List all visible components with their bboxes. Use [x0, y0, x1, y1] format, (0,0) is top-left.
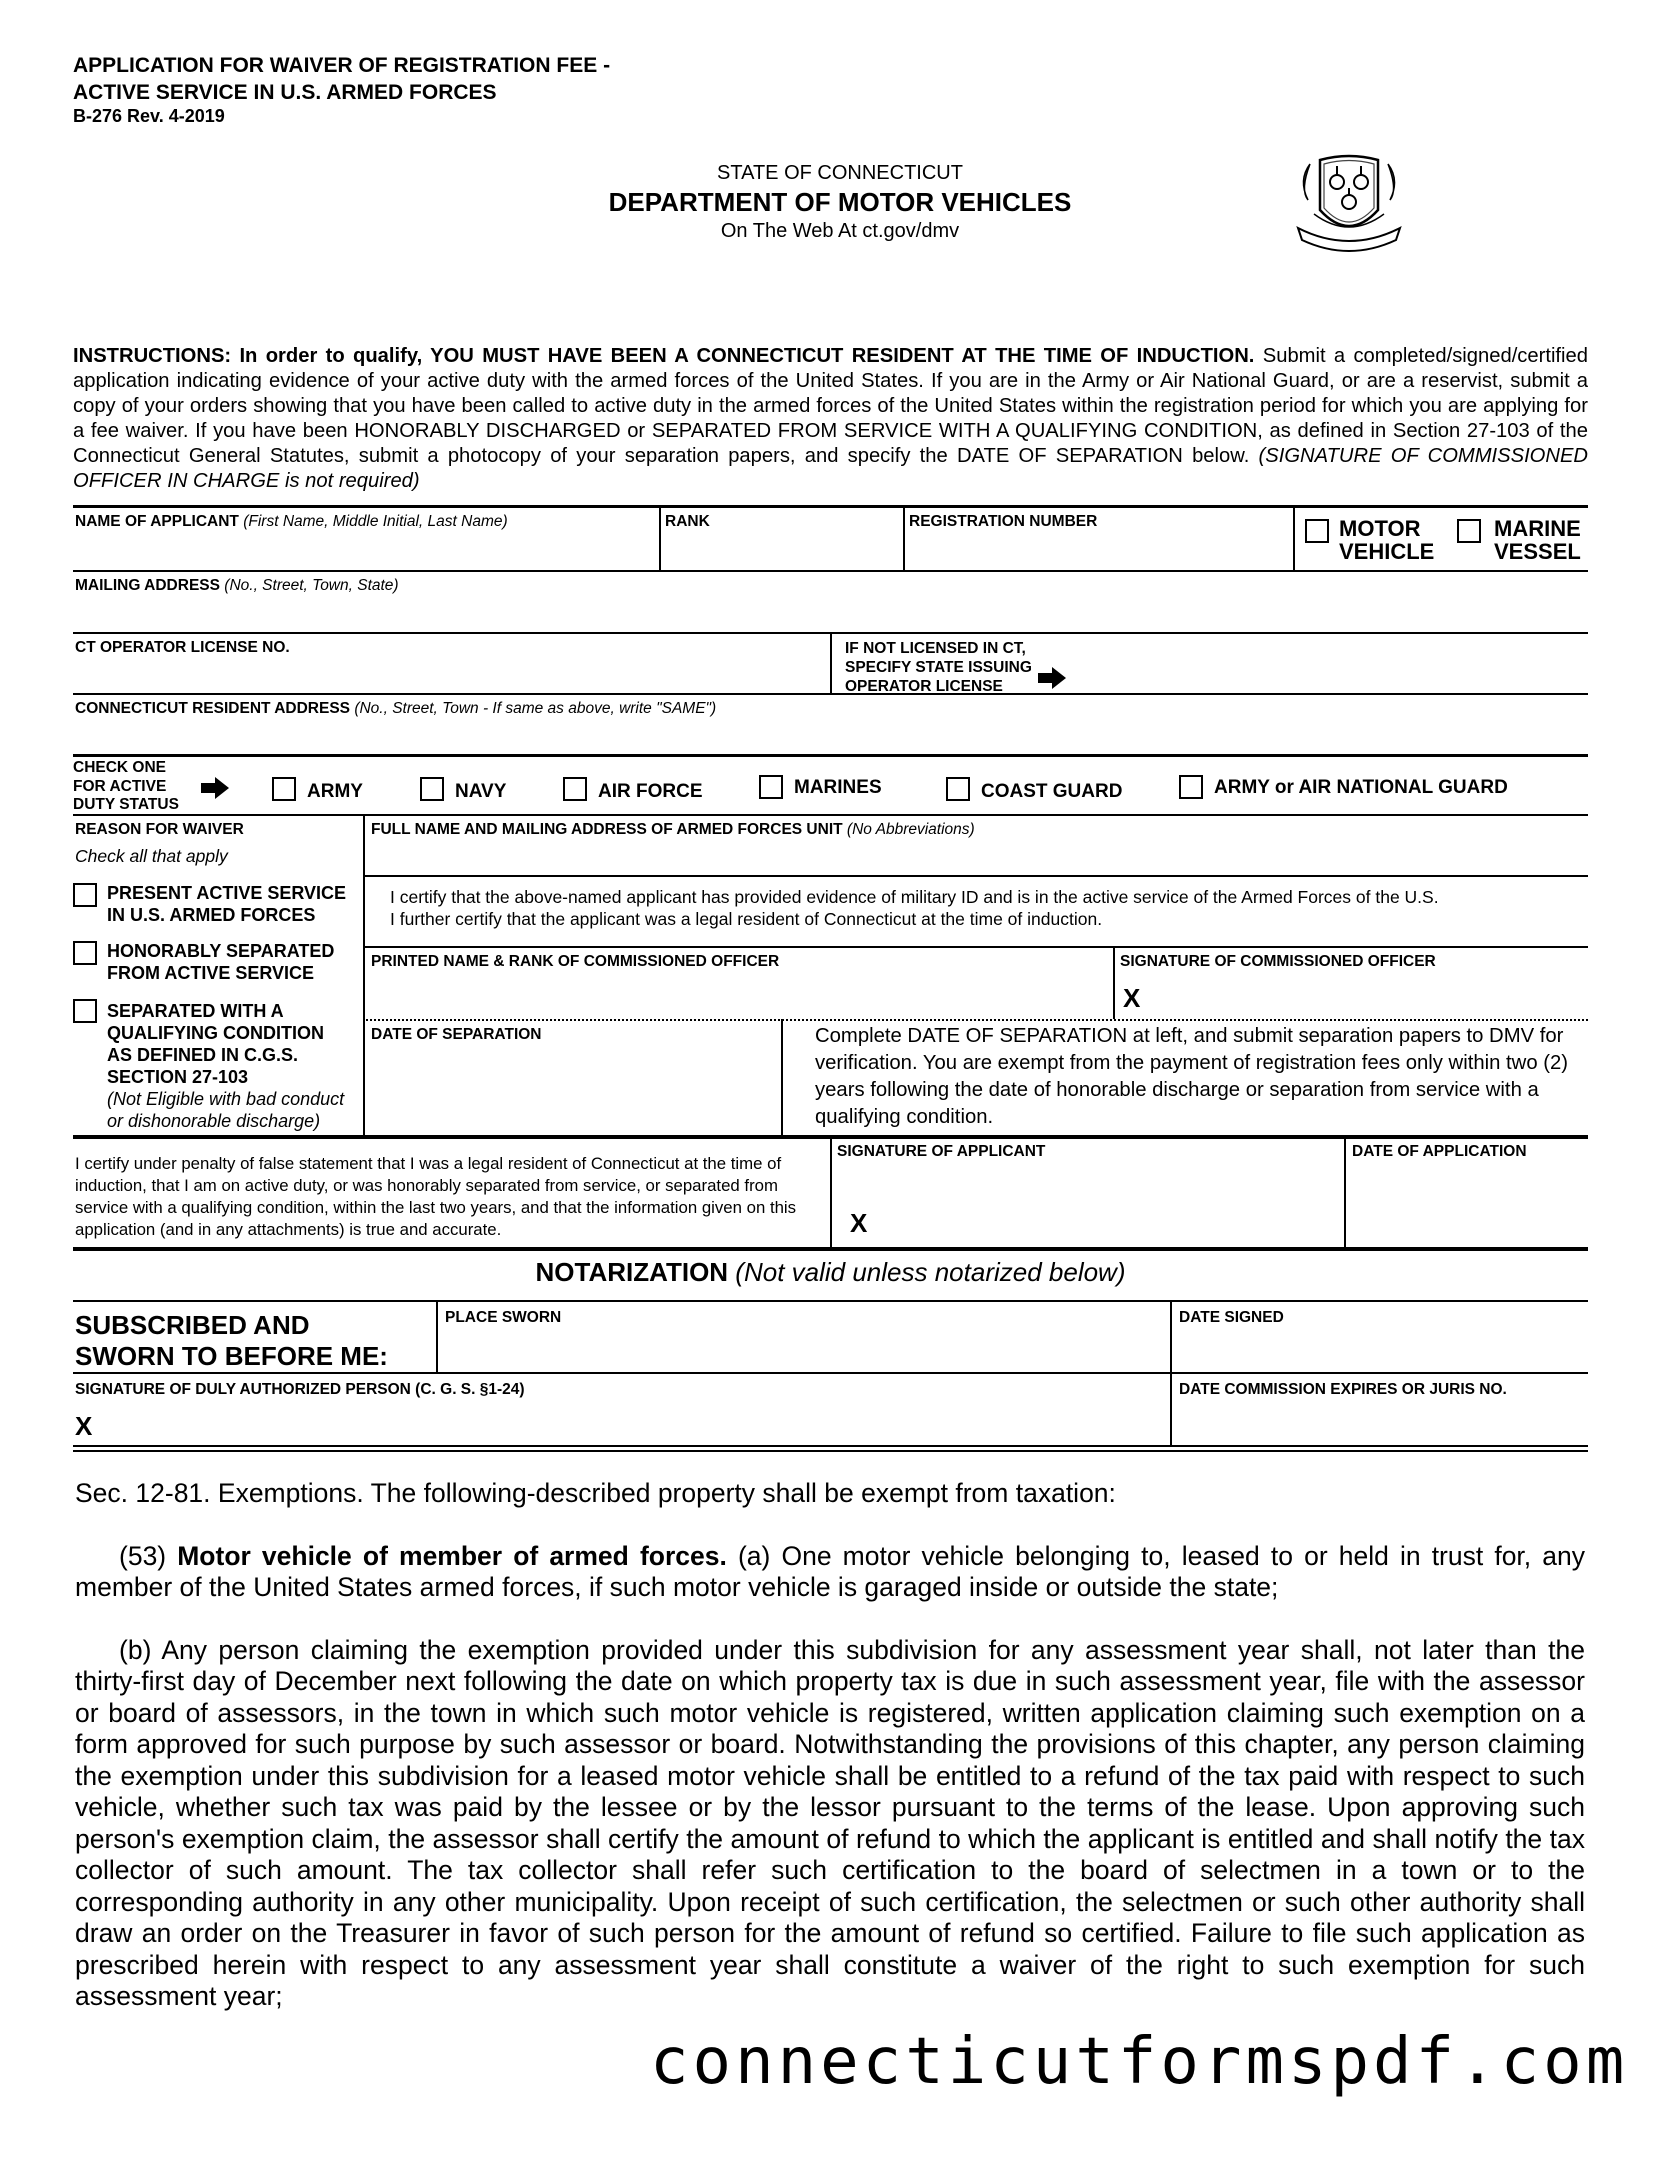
reason-honorable-checkbox[interactable]	[73, 941, 97, 965]
authorized-signature-x: X	[75, 1411, 93, 1441]
rank-field[interactable]	[665, 530, 897, 566]
motor-vehicle-checkbox[interactable]	[1305, 519, 1329, 543]
marine-vessel-label: MARINE VESSEL	[1494, 516, 1581, 564]
separation-note: Complete DATE OF SEPARATION at left, and submit separation papers to DMV for verification. You are exempt from the payment of registration fees only within two (2) years following the date of honorable discharge or separation from service with a qualifying condition.	[815, 1025, 1569, 1128]
marine-vessel-checkbox[interactable]	[1457, 519, 1481, 543]
officer-name-label: PRINTED NAME & RANK OF COMMISSIONED OFFICER	[371, 953, 780, 970]
authorized-signature-field[interactable]	[103, 1401, 1163, 1441]
reason-qualifying-checkbox[interactable]	[73, 999, 97, 1023]
mailing-address-field[interactable]	[79, 597, 1579, 629]
branch-army-label: ARMY	[307, 781, 363, 802]
issuing-state-field[interactable]	[1073, 650, 1583, 690]
sworn-label: SUBSCRIBED AND SWORN TO BEFORE ME:	[75, 1310, 388, 1371]
date-signed-label: DATE SIGNED	[1179, 1309, 1284, 1326]
notarization-heading: NOTARIZATION (Not valid unless notarized below)	[535, 1257, 1126, 1287]
commission-expires-field[interactable]	[1179, 1401, 1582, 1441]
separation-date-field[interactable]	[371, 1050, 776, 1130]
statute-paragraph-b: (b) Any person claiming the exemption provided under this subdivision for any assessment year shall, not later than the thirty-first day of December next following the date on which property tax is due in such assessment year, file with the assessor or board of assessors, in the town in which such motor vehicle is registered, written application claiming such exemption on a form approved for such purpose by such assessor or board. Notwithstanding the provisions of this chapter, any person claiming the exemption under this subdivision for a leased motor vehicle shall be entitled to a refund of the tax paid with respect to such vehicle, whether such tax was paid by the lessee or by the lessor pursuant to the terms of the lease. Upon approving such person's exemption claim, the assessor shall certify the amount of refund to which the applicant is entitled and shall notify the tax collector of such amount. The tax collector shall refer such certification to the board of selectmen in a town or to the corresponding authority in any other municipality. Upon receipt of such certification, the selectmen or such other authority shall draw an order on the Treasurer in favor of such person for the amount of refund so certified. Failure to file such application as prescribed herein with respect to any assessment year shall constitute a waiver of the right to such exemption for such assessment year;	[75, 1634, 1585, 2011]
branch-national-guard-checkbox[interactable]	[1179, 775, 1203, 799]
instructions-note: (SIGNATURE OF COMMISSIONED OFFICER IN CHARGE is not required)	[73, 445, 1588, 492]
form-title-line-2: ACTIVE SERVICE IN U.S. ARMED FORCES	[73, 81, 497, 104]
ct-license-label: CT OPERATOR LICENSE NO.	[75, 639, 290, 656]
unit-address-field[interactable]	[371, 841, 1581, 871]
form-title	[73, 52, 610, 106]
place-sworn-field[interactable]	[445, 1330, 1163, 1368]
state-seal-icon	[1290, 150, 1408, 258]
motor-vehicle-label: MOTOR VEHICLE	[1339, 516, 1435, 564]
resident-address-field[interactable]	[79, 720, 1579, 750]
authorized-signature-label: SIGNATURE OF DULY AUTHORIZED PERSON (C. G. S. §1-24)	[75, 1381, 525, 1398]
branch-national-guard-label: ARMY or AIR NATIONAL GUARD	[1214, 777, 1508, 798]
branch-marines-checkbox[interactable]	[759, 775, 783, 799]
state-name: STATE OF CONNECTICUT	[717, 162, 963, 184]
form-title-line-1: APPLICATION FOR WAIVER OF REGISTRATION FEE -	[73, 54, 611, 77]
reason-qualifying-label: SEPARATED WITH A QUALIFYING CONDITION AS DEFINED IN C.G.S. SECTION 27-103 (Not Eligible with bad conduct or dishonorable discharge)	[107, 1001, 345, 1131]
ct-license-field[interactable]	[79, 659, 824, 689]
branch-air-force-checkbox[interactable]	[563, 777, 587, 801]
mailing-address-label: MAILING ADDRESS (No., Street, Town, State)	[75, 577, 399, 594]
commission-expires-label: DATE COMMISSION EXPIRES OR JURIS NO.	[1179, 1381, 1507, 1398]
application-form	[73, 505, 1588, 1455]
reason-present-label: PRESENT ACTIVE SERVICE IN U.S. ARMED FORCES	[107, 883, 347, 925]
applicant-signature-label: SIGNATURE OF APPLICANT	[837, 1143, 1046, 1160]
resident-address-label: CONNECTICUT RESIDENT ADDRESS (No., Street, Town - If same as above, write "SAME")	[75, 700, 717, 717]
officer-signature-label: SIGNATURE OF COMMISSIONED OFFICER	[1120, 953, 1436, 970]
applicant-name-label: NAME OF APPLICANT (First Name, Middle Initial, Last Name)	[75, 513, 508, 530]
branch-army-checkbox[interactable]	[272, 777, 296, 801]
officer-signature-x: X	[1123, 983, 1141, 1013]
registration-number-field[interactable]	[909, 530, 1287, 566]
check-one-label: CHECK ONE FOR ACTIVE DUTY STATUS	[73, 759, 179, 813]
unit-label: FULL NAME AND MAILING ADDRESS OF ARMED FORCES UNIT (No Abbreviations)	[371, 821, 975, 838]
branch-air-force-label: AIR FORCE	[598, 781, 703, 802]
statute-text	[75, 1478, 1585, 2044]
date-signed-field[interactable]	[1179, 1330, 1582, 1368]
branch-coast-guard-label: COAST GUARD	[981, 781, 1123, 802]
instructions	[73, 344, 1588, 494]
watermark: connecticutformspdf.com	[650, 2025, 1629, 2099]
instructions-heading: INSTRUCTIONS: In order to qualify, YOU MUST HAVE BEEN A CONNECTICUT RESIDENT AT THE TIME OF INDUCTION.	[73, 345, 1255, 367]
branch-marines-label: MARINES	[794, 777, 882, 798]
officer-signature-field[interactable]	[1153, 973, 1581, 1015]
officer-name-field[interactable]	[371, 973, 1106, 1015]
arrow-right-icon	[201, 777, 229, 799]
application-date-label: DATE OF APPLICATION	[1352, 1143, 1527, 1160]
applicant-name-field[interactable]	[79, 530, 654, 566]
reason-present-checkbox[interactable]	[73, 883, 97, 907]
applicant-signature-x: X	[850, 1208, 868, 1238]
reason-label: REASON FOR WAIVER	[75, 821, 244, 838]
separation-date-label: DATE OF SEPARATION	[371, 1026, 542, 1043]
statute-intro: Sec. 12-81. Exemptions. The following-described property shall be exempt from taxation:	[75, 1478, 1116, 1508]
department-name: DEPARTMENT OF MOTOR VEHICLES	[608, 187, 1072, 217]
check-all-hint: Check all that apply	[75, 846, 228, 866]
form-revision: B-276 Rev. 4-2019	[73, 106, 225, 126]
website: On The Web At ct.gov/dmv	[720, 220, 960, 242]
statute-paragraph-53: (53) Motor vehicle of member of armed forces. (a) One motor vehicle belonging to, leased to or held in trust for, any member of the United States armed forces, if such motor vehicle is garaged inside or outside the state;	[75, 1540, 1585, 1602]
instructions-body: Submit a completed/signed/certified application indicating evidence of your active duty with the armed forces of the United States. If you are in the Army or Air National Guard, or are a reservist, submit a copy of your orders showing that you have been called to active duty in the armed forces of the United States within the registration period for which you are applying for a fee waiver. If you have been HONORABLY DISCHARGED or SEPARATED FROM SERVICE WITH A QUALIFYING CONDITION, as defined in Section 27-103 of the Connecticut General Statutes, submit a photocopy of your separation papers, and specify the DATE OF SEPARATION below.	[73, 345, 1588, 467]
registration-number-label: REGISTRATION NUMBER	[909, 513, 1098, 530]
place-sworn-label: PLACE SWORN	[445, 1309, 562, 1326]
branch-coast-guard-checkbox[interactable]	[946, 777, 970, 801]
rank-label: RANK	[665, 513, 710, 530]
branch-navy-checkbox[interactable]	[420, 777, 444, 801]
officer-certification: I certify that the above-named applicant has provided evidence of military ID and is in the active service of the Armed Forces of the U.S. I further certify that the applicant was a legal resident of Connecticut at the time of induction.	[390, 887, 1439, 929]
application-date-field[interactable]	[1352, 1165, 1582, 1243]
reason-honorable-label: HONORABLY SEPARATED FROM ACTIVE SERVICE	[107, 941, 335, 983]
applicant-certification: I certify under penalty of false statement that I was a legal resident of Connecticut at the time of induction, that I am on active duty, or was honorably separated from service, or separated from service with a qualifying condition, within the last two years, and that the information given on this application (and in any attachments) is true and accurate.	[75, 1154, 797, 1239]
agency-block	[540, 160, 1140, 244]
not-licensed-label: IF NOT LICENSED IN CT, SPECIFY STATE ISSUING OPERATOR LICENSE	[845, 640, 1032, 695]
arrow-right-icon	[1038, 667, 1066, 689]
branch-navy-label: NAVY	[455, 781, 507, 802]
applicant-signature-field[interactable]	[878, 1165, 1338, 1243]
